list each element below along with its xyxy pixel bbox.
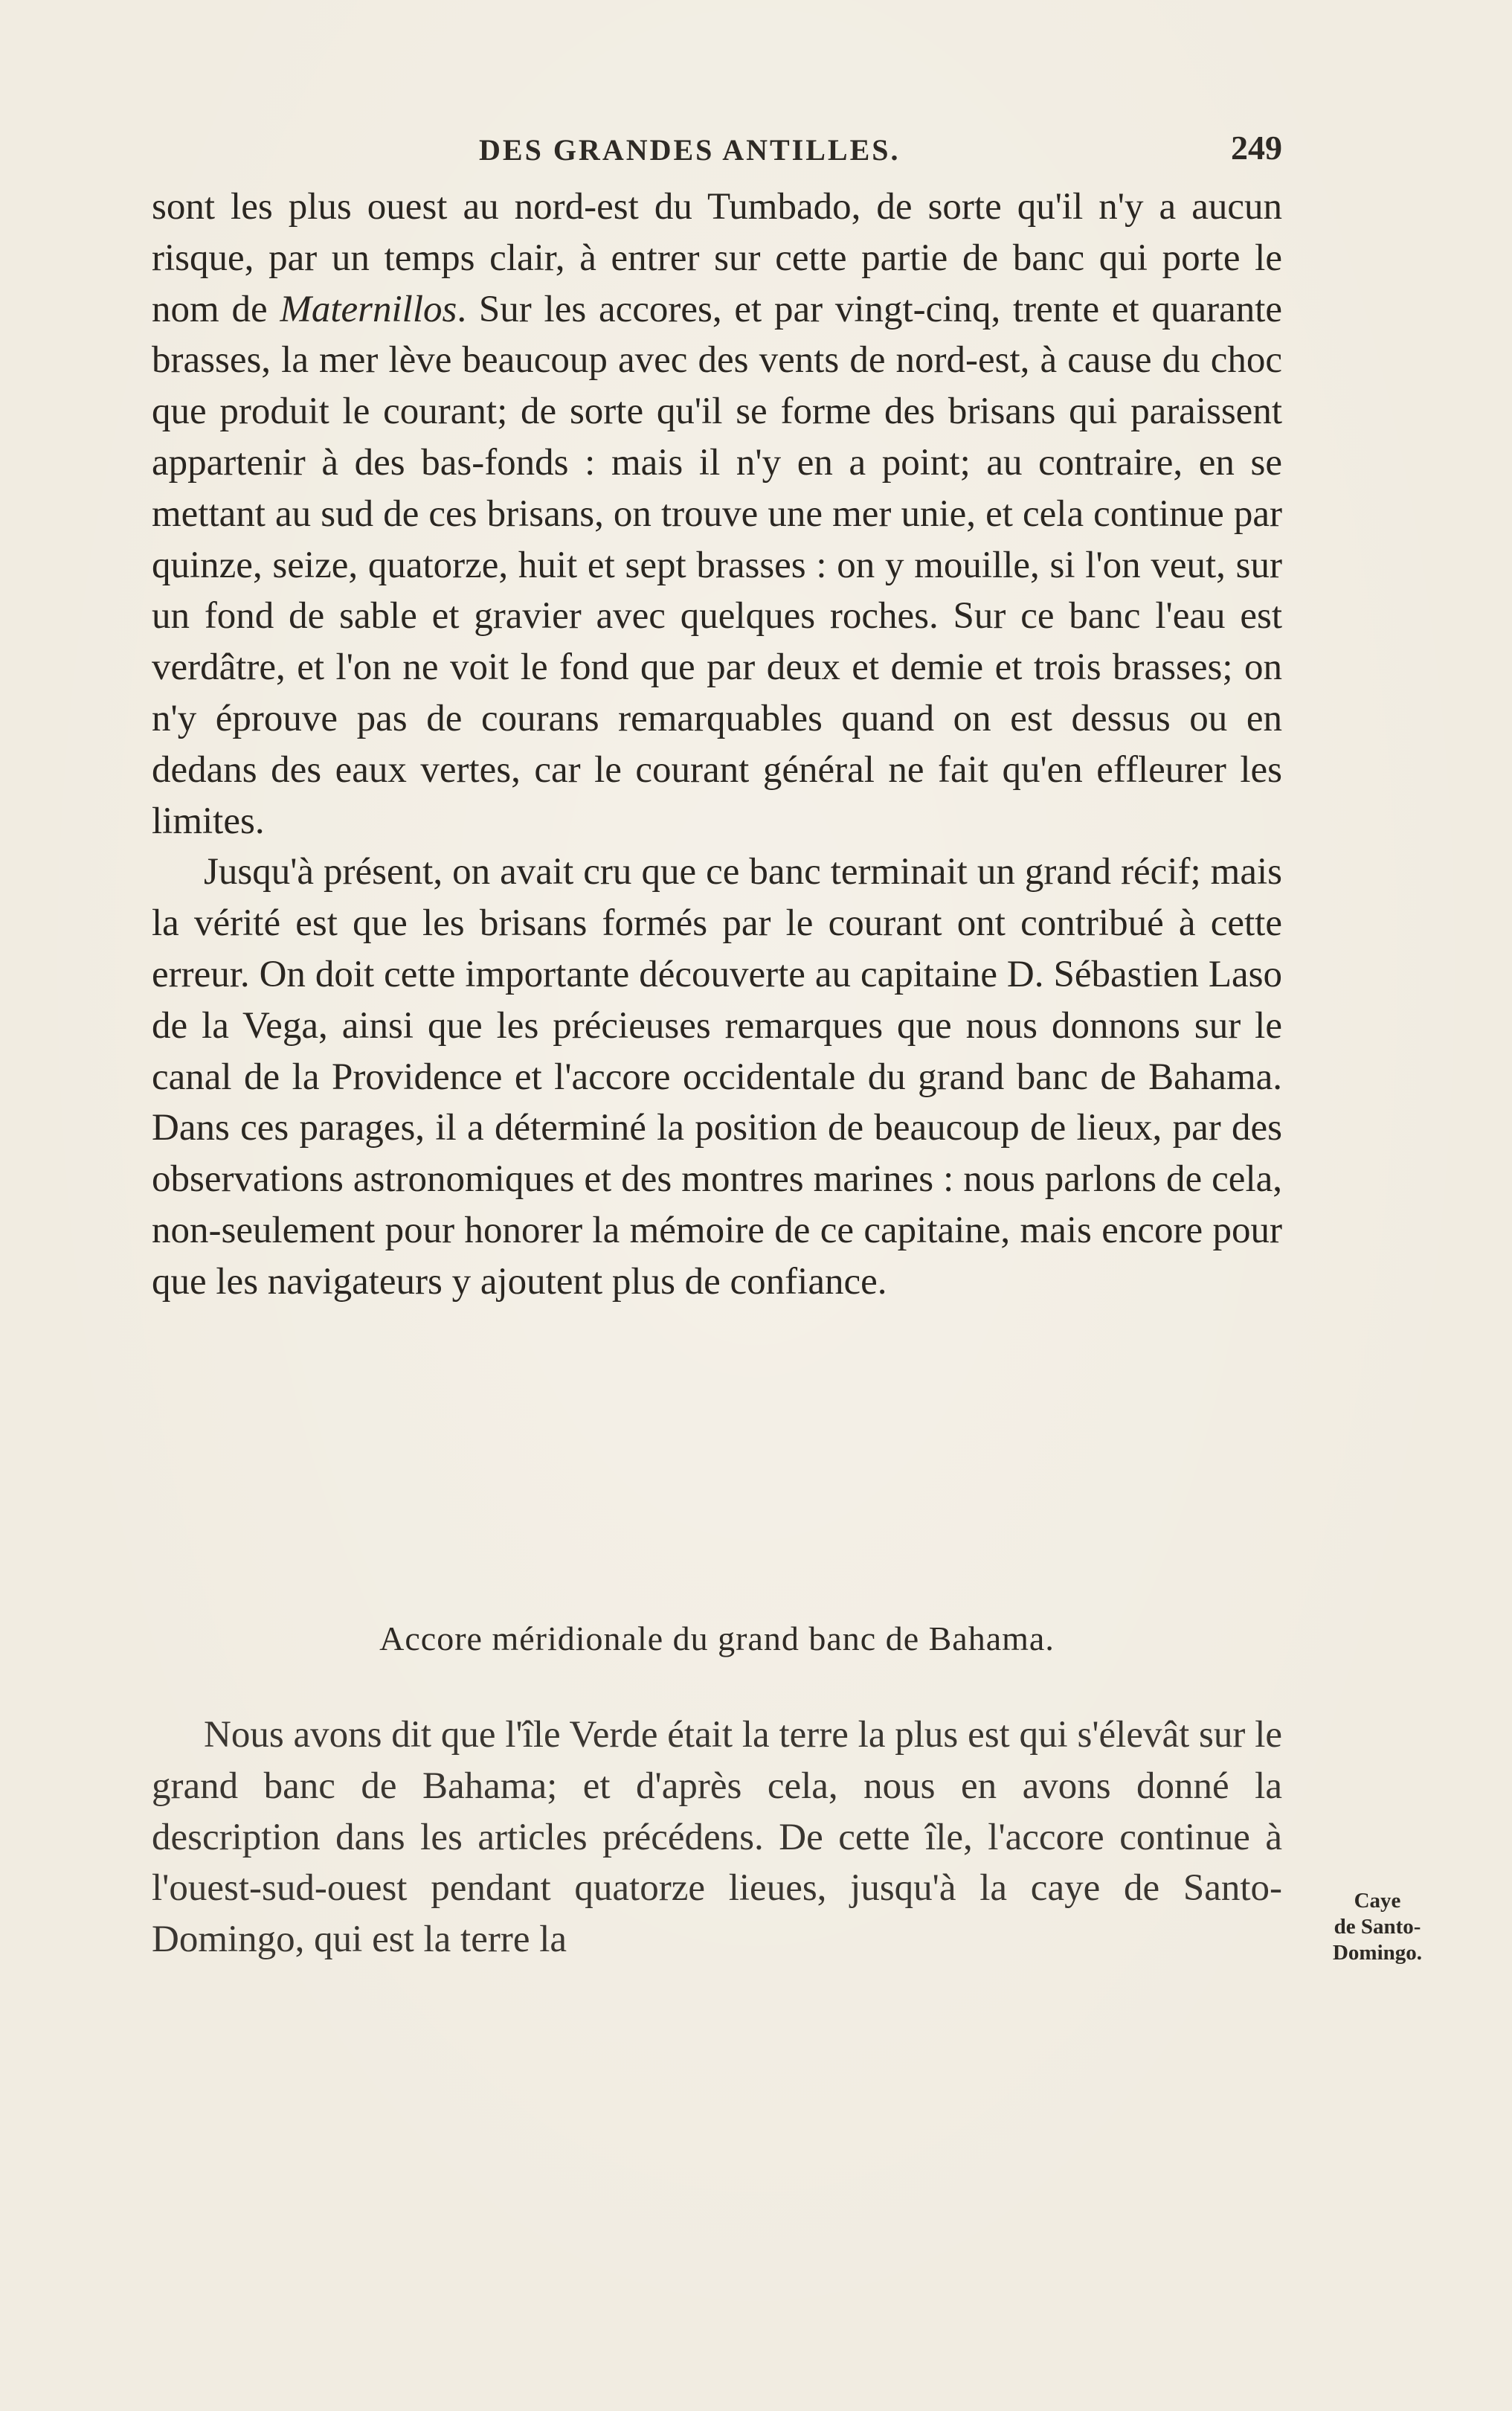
- margin-note: [1310, 1888, 1444, 1966]
- margin-note-line-3: Domingo.: [1332, 1941, 1423, 1965]
- section-paragraph-1: Nous avons dit que l'île Verde était la terre la plus est qui s'élevât sur le grand banc de Bahama; et d'après cela, nous en avons donné la description dans les articles précédens. De cette île, l'accore continue à l'ouest-sud-ouest pendant quatorze lieues, jusqu'à la caye de Santo-Domingo, qui est la terre la: [152, 1714, 1282, 1961]
- section-text: [152, 1709, 1282, 1965]
- margin-note-line-1: Caye: [1354, 1889, 1401, 1913]
- paragraph-2: Jusqu'à présent, on avait cru que ce banc terminait un grand récif; mais la vérité est que les brisans formés par le courant ont contribué à cette erreur. On doit cette importante découverte au capitaine D. Sébastien Laso de la Vega, ainsi que les précieuses remarques que nous donnons sur le canal de la Providence et l'accore occidentale du grand banc de Bahama. Dans ces parages, il a déterminé la position de beaucoup de lieux, par des observations astronomiques et des montres marines : nous parlons de cela, non-seulement pour honorer la mémoire de ce capitaine, mais encore pour que les navigateurs y ajoutent plus de confiance.: [152, 851, 1282, 1303]
- margin-note-line-2: de Santo-: [1334, 1915, 1421, 1939]
- place-name-maternillos: Maternillos: [280, 288, 457, 330]
- section-heading: Accore méridionale du grand banc de Bahama.: [379, 1619, 1055, 1657]
- running-head: [152, 125, 1282, 177]
- paragraph-1-text: sont les plus ouest au nord-est du Tumbado, de sorte qu'il n'y a aucun risque, par un temps clair, à entrer sur cette partie de banc qui porte le nom de: [152, 186, 1282, 330]
- paragraph-1: [152, 182, 1282, 847]
- paragraph-1-text-end: . Sur les accores, et par vingt-cinq, trente et quarante brasses, la mer lève beaucoup avec des vents de nord-est, à cause du choc que produit le courant; de sorte qu'il se forme des brisans qui paraissent appartenir à des bas-fonds : mais il n'y en a point; au contraire, en se mettant au sud de ces brisans, on trouve une mer unie, et cela continue par quinze, seize, quatorze, huit et sept brasses : on y mouille, si l'on veut, sur un fond de sable et gravier avec quelques roches. Sur ce banc l'eau est verdâtre, et l'on ne voit le fond que par deux et demie et trois brasses; on n'y éprouve pas de courans remarquables quand on est dessus ou en dedans des eaux vertes, car le courant général ne fait qu'en effleurer les limites.: [152, 288, 1283, 842]
- page-number: 249: [1231, 129, 1282, 167]
- main-text: [152, 182, 1282, 1308]
- running-title: DES GRANDES ANTILLES.: [479, 133, 901, 167]
